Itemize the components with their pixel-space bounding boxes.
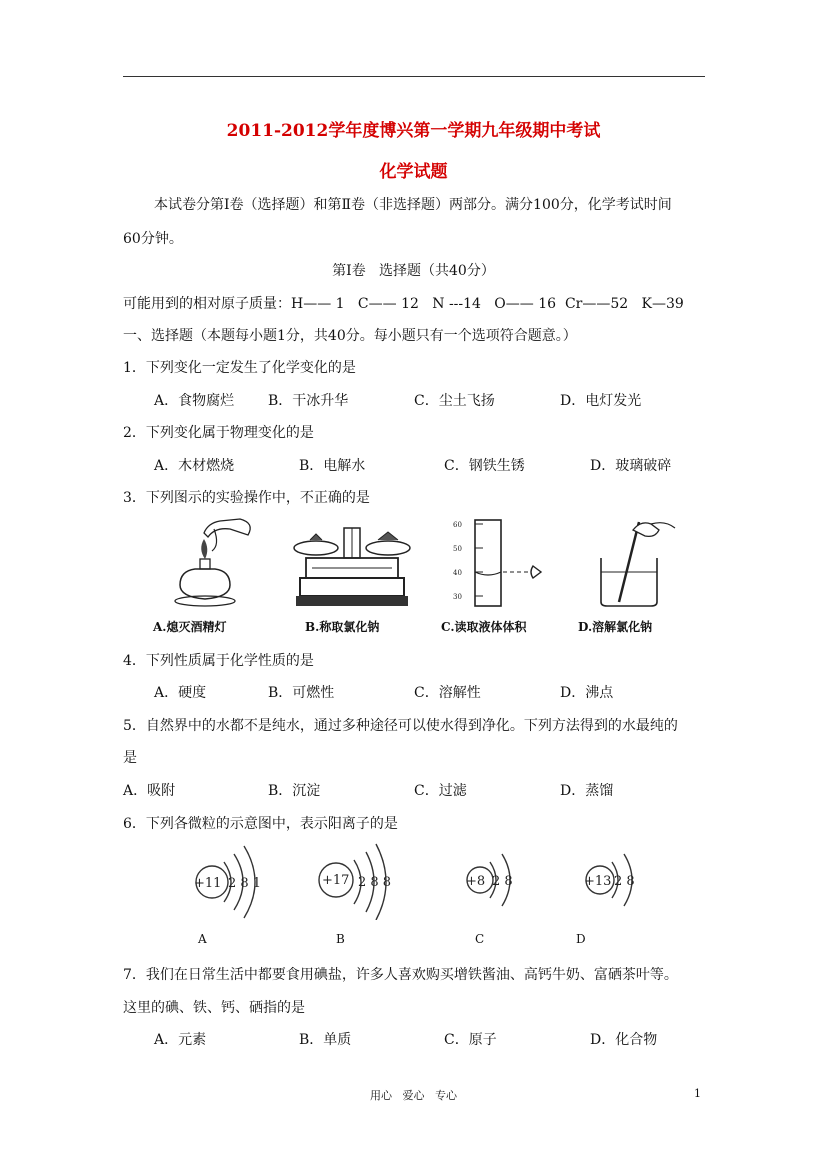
question-5-stem-line-2: 是 — [123, 750, 137, 766]
q1-option-d: D．电灯发光 — [560, 393, 642, 409]
q2-option-d: D．玻璃破碎 — [590, 458, 672, 474]
question-3-stem: 3．下列图示的实验操作中，不正确的是 — [123, 490, 370, 506]
q5-option-b: B．沉淀 — [268, 783, 321, 799]
figure-caption-c: C.读取液体体积 — [441, 620, 527, 634]
q4-option-a: A．硬度 — [154, 685, 207, 701]
q1-option-c: C．尘土飞扬 — [414, 393, 495, 409]
particle-b-shells: 2 8 8 — [358, 875, 392, 890]
particle-d-nucleus: +13 — [584, 874, 612, 889]
question-5-stem-line-1: 5．自然界中的水都不是纯水，通过多种途径可以使水得到净化。下列方法得到的水最纯的 — [123, 718, 678, 734]
q1-option-b: B．干冰升华 — [268, 393, 349, 409]
q1-option-a: A．食物腐烂 — [154, 393, 235, 409]
tick-50: 50 — [453, 545, 462, 553]
particle-label-d: D — [576, 932, 586, 946]
question-7-stem-line-1: 7．我们在日常生活中都要食用碘盐，许多人喜欢购买增铁酱油、高钙牛奶、富硒茶叶等。 — [123, 967, 678, 983]
particle-label-a: A — [198, 932, 207, 946]
alcohol-lamp-figure — [160, 515, 270, 615]
exam-subtitle: 化学试题 — [379, 162, 448, 182]
graduated-cylinder-figure — [445, 516, 560, 612]
q4-option-b: B．可燃性 — [268, 685, 335, 701]
particle-diagram-c — [460, 846, 530, 912]
beaker-figure — [585, 514, 680, 614]
q2-option-b: B．电解水 — [299, 458, 366, 474]
q7-option-b: B．单质 — [299, 1032, 352, 1048]
particle-b-nucleus: +17 — [322, 873, 350, 888]
header-rule — [123, 76, 705, 77]
particle-label-c: C — [475, 932, 485, 946]
particle-d-shells: 2 8 — [614, 874, 635, 889]
figure-caption-a: A.熄灭酒精灯 — [153, 620, 227, 634]
tick-30: 30 — [453, 593, 462, 601]
footer-motto: 用心 爱心 专心 — [370, 1089, 457, 1102]
q2-option-c: C．钢铁生锈 — [444, 458, 525, 474]
particle-diagram-b — [310, 838, 400, 920]
q5-option-c: C．过滤 — [414, 783, 467, 799]
question-1-stem: 1．下列变化一定发生了化学变化的是 — [123, 360, 356, 376]
intro-line-2: 60分钟。 — [123, 231, 183, 247]
q5-option-d: D．蒸馏 — [560, 783, 614, 799]
section-heading: 第Ⅰ卷 选择题（共40分） — [332, 263, 495, 279]
q4-option-d: D．沸点 — [560, 685, 614, 701]
q7-option-c: C．原子 — [444, 1032, 497, 1048]
atomic-masses: 可能用到的相对原子质量：H—— 1 C—— 12 N ---14 O—— 16 Cr——52 K—39 — [123, 296, 684, 312]
particle-diagram-a — [186, 838, 276, 920]
particle-a-nucleus: +11 — [194, 876, 222, 891]
particle-c-shells: 2 8 — [492, 874, 513, 889]
particle-a-shells: 2 8 1 — [228, 876, 262, 891]
page-number: 1 — [694, 1087, 701, 1100]
question-6-stem: 6．下列各微粒的示意图中，表示阳离子的是 — [123, 816, 398, 832]
figure-caption-b: B.称取氯化钠 — [305, 620, 380, 634]
question-7-stem-line-2: 这里的碘、铁、钙、硒指的是 — [123, 1000, 305, 1016]
section-instruction: 一、选择题（本题每小题1分，共40分。每小题只有一个选项符合题意。） — [123, 328, 577, 344]
question-2-stem: 2．下列变化属于物理变化的是 — [123, 425, 314, 441]
tick-40: 40 — [453, 569, 462, 577]
q7-option-a: A．元素 — [154, 1032, 207, 1048]
particle-label-b: B — [336, 932, 345, 946]
q5-option-a: A．吸附 — [123, 783, 176, 799]
balance-figure — [292, 518, 412, 613]
intro-line-1: 本试卷分第Ⅰ卷（选择题）和第Ⅱ卷（非选择题）两部分。满分100分，化学考试时间 — [154, 197, 672, 213]
tick-60: 60 — [453, 521, 462, 529]
q2-option-a: A．木材燃烧 — [154, 458, 235, 474]
q4-option-c: C．溶解性 — [414, 685, 481, 701]
figure-caption-d: D.溶解氯化钠 — [578, 620, 653, 634]
particle-diagram-d — [578, 846, 658, 912]
particle-c-nucleus: +8 — [466, 874, 486, 889]
exam-title: 2011-2012学年度博兴第一学期九年级期中考试 — [226, 121, 601, 141]
q7-option-d: D．化合物 — [590, 1032, 658, 1048]
question-4-stem: 4．下列性质属于化学性质的是 — [123, 653, 314, 669]
